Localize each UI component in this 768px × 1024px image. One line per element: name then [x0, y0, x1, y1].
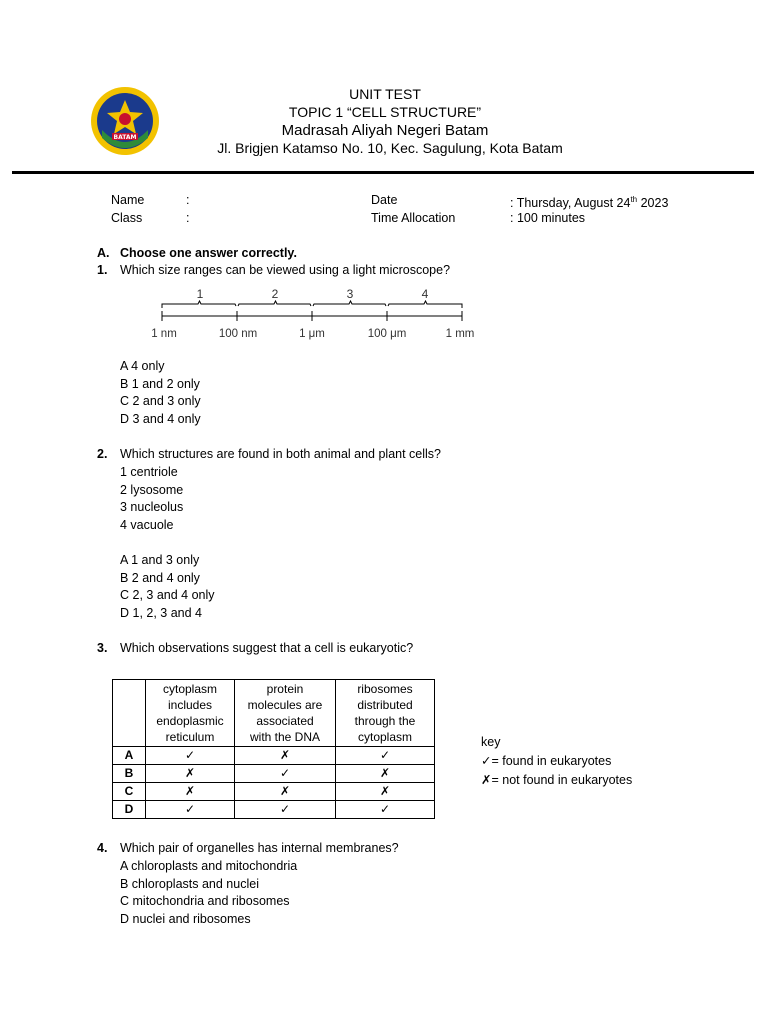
table-row [113, 783, 435, 801]
table-cell: ✗ [146, 783, 235, 801]
option-c: C 2 and 3 only [120, 394, 201, 408]
row-label: C [113, 783, 146, 801]
name-label: Name [111, 193, 145, 207]
list-item: 3 nucleolus [120, 500, 184, 514]
option-d: D 3 and 4 only [120, 412, 201, 426]
school-name: Madrasah Aliyah Negeri Batam [281, 122, 489, 139]
section-letter: A. [97, 246, 110, 260]
range-label-4: 4 [421, 287, 429, 301]
list-item: 2 lysosome [120, 483, 184, 497]
column-header-dna: protein molecules are associated with the DNA [235, 680, 336, 747]
header-divider [12, 171, 754, 174]
observation-table [112, 679, 435, 819]
question-text: Which observations suggest that a cell is eukaryotic? [120, 641, 414, 655]
scale-tick-1mm: 1 mm [445, 328, 475, 340]
logo-text: BATAM [113, 134, 137, 141]
option-b: B 1 and 2 only [120, 377, 200, 391]
list-item: 1 centriole [120, 465, 178, 479]
time-value: : 100 minutes [510, 211, 586, 225]
option-c: C mitochondria and ribosomes [120, 894, 290, 908]
key-not-found: ✗= not found in eukaryotes [481, 773, 633, 787]
name-value: : [186, 193, 190, 207]
test-topic: TOPIC 1 “CELL STRUCTURE” [288, 104, 482, 120]
table-cell: ✓ [235, 765, 336, 783]
class-value: : [186, 211, 190, 225]
key-title: key [481, 735, 501, 749]
question-text: Which size ranges can be viewed using a light microscope? [120, 263, 451, 277]
table-cell: ✗ [336, 765, 435, 783]
time-label: Time Allocation [371, 211, 456, 225]
question-number: 3. [97, 641, 108, 655]
table-cell: ✗ [336, 783, 435, 801]
option-a: A chloroplasts and mitochondria [120, 859, 298, 873]
range-label-2: 2 [271, 287, 279, 301]
question-number: 4. [97, 841, 108, 855]
table-cell: ✗ [235, 747, 336, 765]
option-c: C 2, 3 and 4 only [120, 588, 215, 602]
class-label: Class [111, 211, 143, 225]
range-label-1: 1 [196, 287, 204, 301]
list-item: 4 vacuole [120, 518, 174, 532]
scale-tick-100nm: 100 nm [218, 328, 258, 340]
column-header-er: cytoplasm includes endoplasmic reticulum [146, 680, 235, 747]
scale-tick-100um: 100 μm [367, 328, 407, 340]
option-a: A 4 only [120, 359, 165, 373]
question-text: Which structures are found in both animal and plant cells? [120, 447, 442, 461]
school-address: Jl. Brigjen Katamso No. 10, Kec. Sagulung, Kota Batam [217, 140, 563, 156]
row-label: D [113, 801, 146, 819]
row-label: B [113, 765, 146, 783]
option-a: A 1 and 3 only [120, 553, 200, 567]
scale-tick-1um: 1 μm [299, 328, 325, 340]
table-cell: ✓ [235, 801, 336, 819]
table-cell: ✓ [146, 801, 235, 819]
section-instruction: Choose one answer correctly. [120, 246, 297, 260]
range-label-3: 3 [346, 287, 354, 301]
scale-tick-1nm: 1 nm [151, 328, 177, 340]
table-cell: ✗ [235, 783, 336, 801]
question-number: 1. [97, 263, 108, 277]
option-b: B chloroplasts and nuclei [120, 877, 259, 891]
table-header-row [113, 680, 435, 747]
test-title: UNIT TEST [349, 86, 421, 102]
table-row [113, 747, 435, 765]
date-label: Date [371, 193, 398, 207]
question-number: 2. [97, 447, 108, 461]
option-b: B 2 and 4 only [120, 571, 200, 585]
column-header-ribosomes: ribosomes distributed through the cytoplasm [336, 680, 435, 747]
table-cell: ✗ [146, 765, 235, 783]
table-cell: ✓ [336, 747, 435, 765]
corner-cell [113, 680, 146, 747]
question-text: Which pair of organelles has internal membranes? [120, 841, 399, 855]
date-value: : Thursday, August 24th 2023 [510, 195, 669, 211]
option-d: D 1, 2, 3 and 4 [120, 606, 203, 620]
size-scale-diagram [148, 286, 488, 344]
table-row [113, 801, 435, 819]
option-d: D nuclei and ribosomes [120, 912, 251, 926]
table-cell: ✓ [336, 801, 435, 819]
table-cell: ✓ [146, 747, 235, 765]
table-row [113, 765, 435, 783]
row-label: A [113, 747, 146, 765]
key-found: ✓= found in eukaryotes [481, 754, 612, 768]
